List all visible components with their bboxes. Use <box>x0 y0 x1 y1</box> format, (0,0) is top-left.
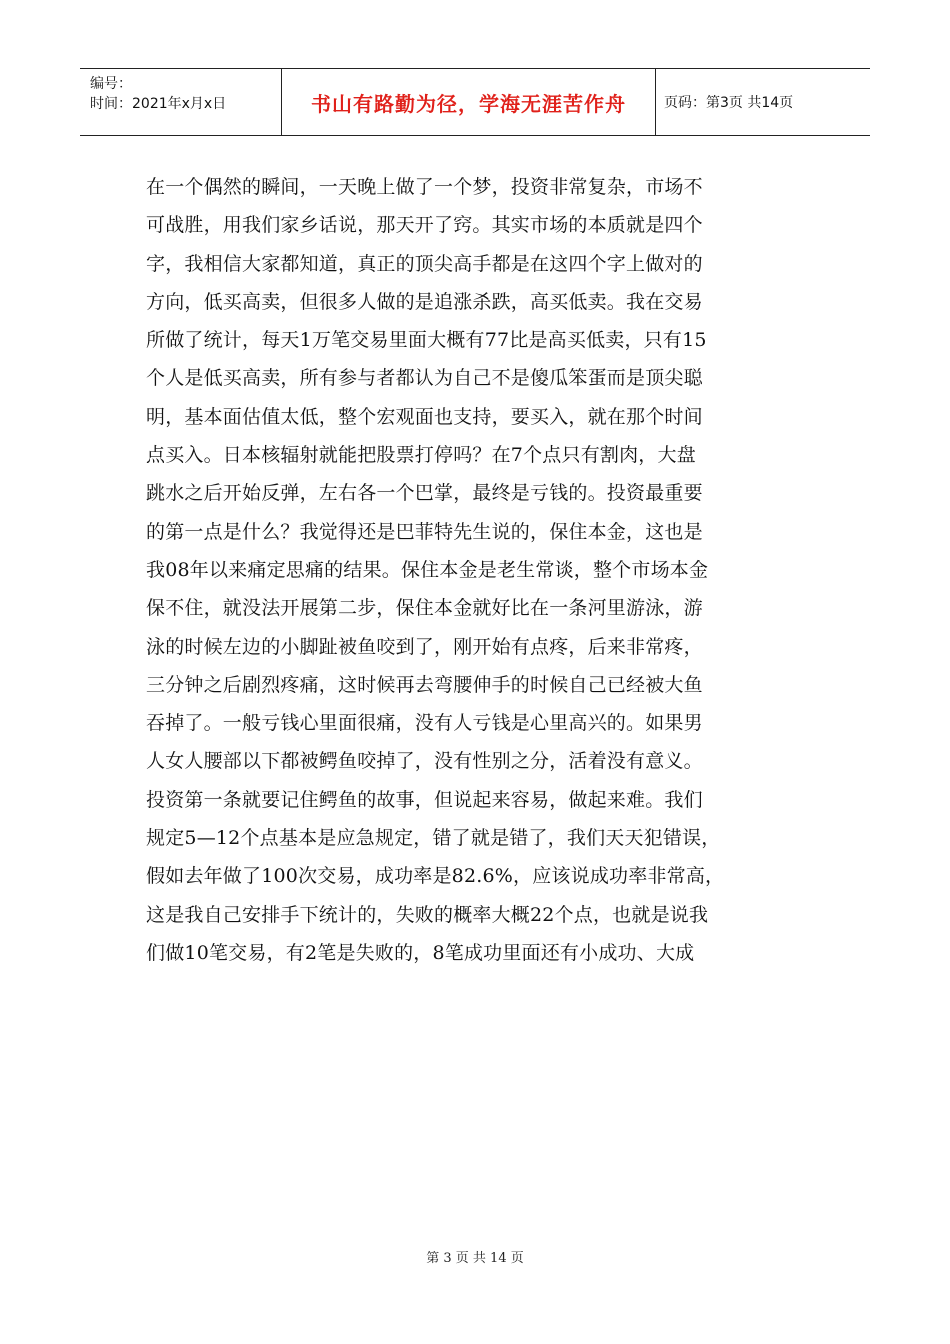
body-line: 投资第一条就要记住鳄鱼的故事，但说起来容易，做起来难。我们 <box>146 788 703 811</box>
number-label: 编号： <box>90 76 132 92</box>
body-line: 规定5—12个点基本是应急规定，错了就是错了，我们天天犯错误， <box>146 827 721 850</box>
body-line: 字，我相信大家都知道，真正的顶尖高手都是在这四个字上做对的 <box>146 252 703 275</box>
body-line: 的第一点是什么？我觉得还是巴菲特先生说的，保住本金，这也是 <box>146 520 703 543</box>
body-line: 保不住，就没法开展第二步，保住本金就好比在一条河里游泳，游 <box>146 597 703 620</box>
body-line: 所做了统计，每天1万笔交易里面大概有77比是高买低卖，只有15 <box>146 329 707 352</box>
document-body <box>146 168 806 972</box>
page-header <box>80 68 870 136</box>
header-meta <box>80 69 282 135</box>
body-line: 跳水之后开始反弹，左右各一个巴掌，最终是亏钱的。投资最重要 <box>146 482 703 505</box>
body-line: 们做10笔交易，有2笔是失败的，8笔成功里面还有小成功、大成 <box>146 941 695 964</box>
header-motto: 书山有路勤为径，学海无涯苦作舟 <box>282 69 656 135</box>
body-line: 方向，低买高卖，但很多人做的是追涨杀跌，高买低卖。我在交易 <box>146 290 703 313</box>
body-line: 可战胜，用我们家乡话说，那天开了窍。其实市场的本质就是四个 <box>146 214 703 237</box>
body-line: 个人是低买高卖，所有参与者都认为自己不是傻瓜笨蛋而是顶尖聪 <box>146 367 703 390</box>
body-line: 我08年以来痛定思痛的结果。保住本金是老生常谈，整个市场本金 <box>146 558 709 581</box>
body-line: 泳的时候左边的小脚趾被鱼咬到了，刚开始有点疼，后来非常疼， <box>146 635 703 658</box>
body-line: 人女人腰部以下都被鳄鱼咬掉了，没有性别之分，活着没有意义。 <box>146 750 703 773</box>
body-line: 假如去年做了100次交易，成功率是82.6%，应该说成功率非常高， <box>146 865 725 888</box>
page-footer: 第 3 页 共 14 页 <box>426 1251 524 1266</box>
body-line: 在一个偶然的瞬间，一天晚上做了一个梦，投资非常复杂，市场不 <box>146 176 703 198</box>
header-page-info: 页码：第3页 共14页 <box>664 95 794 111</box>
time-label: 时间：2021年x月x日 <box>90 96 227 112</box>
body-line: 三分钟之后剧烈疼痛，这时候再去弯腰伸手的时候自己已经被大鱼 <box>146 673 703 696</box>
body-line: 点买入。日本核辐射就能把股票打停吗？在7个点只有割肉，大盘 <box>146 444 696 467</box>
body-line: 这是我自己安排手下统计的，失败的概率大概22个点，也就是说我 <box>146 903 709 926</box>
body-line: 吞掉了。一般亏钱心里面很痛，没有人亏钱是心里高兴的。如果男 <box>146 712 703 735</box>
body-line: 明，基本面估值太低，整个宏观面也支持，要买入，就在那个时间 <box>146 405 703 428</box>
